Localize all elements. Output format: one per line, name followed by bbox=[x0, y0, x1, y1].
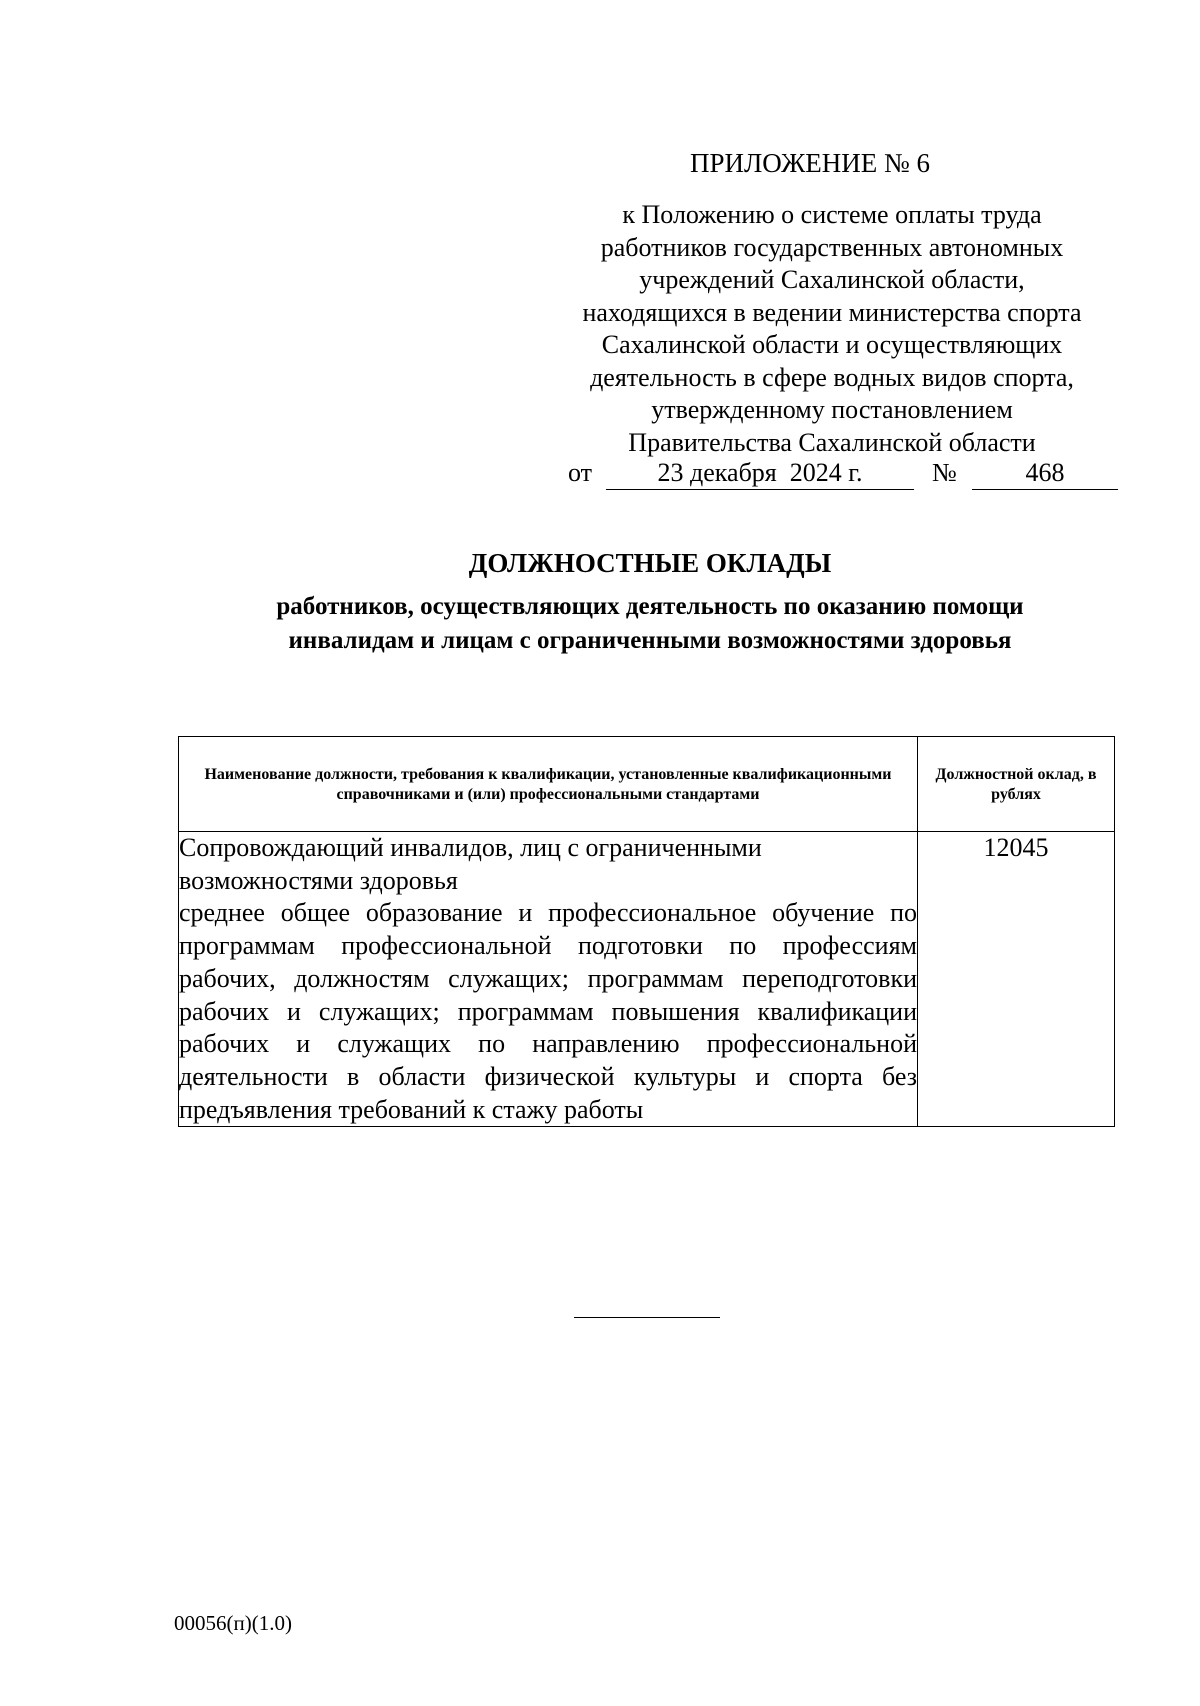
date-prefix: от bbox=[568, 458, 593, 487]
appendix-line: Правительства Сахалинской области bbox=[628, 427, 1036, 457]
appendix-line: находящихся в ведении министерства спорта bbox=[582, 297, 1082, 327]
document-code: 00056(п)(1.0) bbox=[174, 1611, 292, 1635]
end-divider bbox=[574, 1317, 720, 1318]
appendix-line: утвержденному постановлением bbox=[651, 395, 1013, 424]
table-header-row bbox=[179, 737, 1115, 832]
page-title: ДОЛЖНОСТНЫЕ ОКЛАДЫ bbox=[468, 548, 832, 578]
position-cell bbox=[179, 832, 918, 1127]
salary-table bbox=[178, 736, 1115, 1127]
resolution-number: 468 bbox=[972, 457, 1118, 490]
appendix-line: к Положению о системе оплаты труда bbox=[622, 200, 1042, 229]
appendix-reference bbox=[540, 199, 1124, 459]
appendix-line: деятельность в сфере водных видов спорта, bbox=[590, 362, 1074, 392]
appendix-line: Сахалинской области и осуществляющих bbox=[601, 330, 1063, 359]
appendix-line: работников государственных автономных bbox=[600, 232, 1064, 262]
appendix-line: учреждений Сахалинской области, bbox=[639, 265, 1025, 294]
page-subtitle bbox=[150, 590, 1150, 658]
resolution-date: 23 декабря 2024 г. bbox=[606, 457, 914, 490]
appendix-title: ПРИЛОЖЕНИЕ № 6 bbox=[689, 148, 931, 178]
subtitle-line: инвалидам и лицам с ограниченными возможностями здоровья bbox=[288, 627, 1012, 654]
position-name: Сопровождающий инвалидов, лиц с ограниченными возможностями здоровья bbox=[179, 833, 762, 895]
salary-cell: 12045 bbox=[918, 832, 1115, 1127]
column-header-salary: Должностной оклад, в рублях bbox=[918, 737, 1115, 832]
subtitle-line: работников, осуществляющих деятельность по оказанию помощи bbox=[276, 593, 1024, 620]
number-prefix: № bbox=[932, 458, 957, 487]
position-requirements: среднее общее образование и профессиональное обучение по программам профессиональной подготовки по профессиям рабочих, должностям служащих; программам переподготовки рабочих и служащих; программам повышения квалификации рабочих и служащих по направлению профессиональной деятельности в области физической культуры и спорта без предъявления требований к стажу работы bbox=[179, 898, 917, 1124]
table-row bbox=[179, 832, 1115, 1127]
column-header-position: Наименование должности, требования к квалификации, установленные квалификационными справочниками и (или) профессиональными стандартами bbox=[179, 737, 918, 832]
